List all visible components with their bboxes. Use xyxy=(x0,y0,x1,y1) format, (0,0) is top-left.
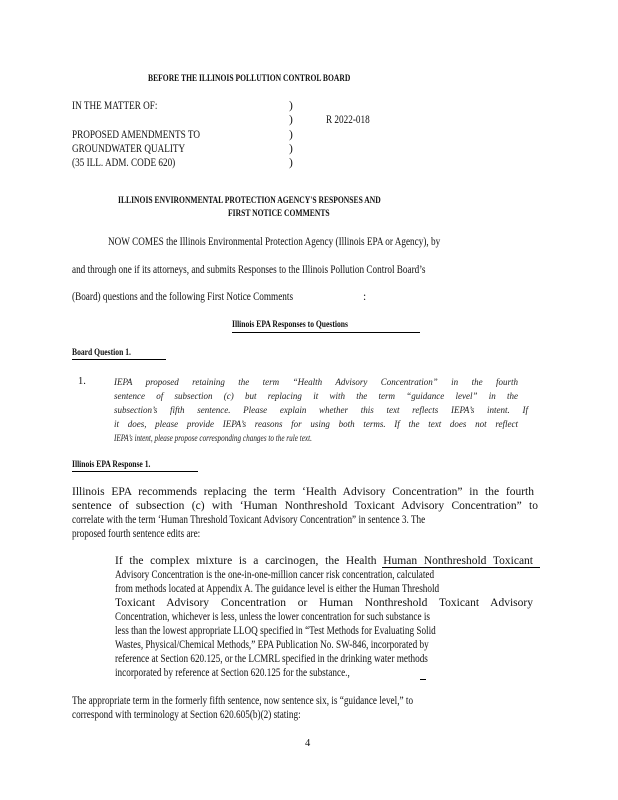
caption-line: GROUNDWATER QUALITY xyxy=(72,143,186,155)
quote-line: from methods located at Appendix A. The guidance level is either the Human Threshold xyxy=(115,583,440,595)
quote-line: Toxicant Advisory Concentration or Human Nonthreshold Toxicant Advisory xyxy=(115,597,533,609)
filing-title-line2: FIRST NOTICE COMMENTS xyxy=(228,209,330,219)
caption-paren: ) xyxy=(289,143,293,155)
response-line: sentence of subsection (c) with ‘Human Nonthreshold Toxicant Advisory Concentration” to xyxy=(72,500,538,512)
board-question-underline xyxy=(72,359,166,360)
response-heading-underline xyxy=(72,471,198,472)
filing-title-line1: ILLINOIS ENVIRONMENTAL PROTECTION AGENCY'S RESPONSES AND xyxy=(118,196,381,206)
question-number: 1. xyxy=(78,376,86,387)
caption-paren: ) xyxy=(289,129,293,141)
intro-line3: (Board) questions and the following First Notice Comments xyxy=(72,291,294,303)
quote-line: If the complex mixture is a carcinogen, the Health Human Nonthreshold Toxicant xyxy=(115,555,533,567)
intro-line1: NOW COMES the Illinois Environmental Protection Agency (Illinois EPA or Agency), by xyxy=(108,236,441,248)
response-line: correlate with the term ‘Human Threshold Toxicant Advisory Concentration” in sentence 3. The xyxy=(72,514,426,526)
response-heading: Illinois EPA Response 1. xyxy=(72,460,151,470)
quote-end-underline xyxy=(420,679,426,680)
quote-line: reference at Section 620.125, or the LCMRL specified in the drinking water methods xyxy=(115,653,428,665)
question-line: IEPA’s intent, please propose corresponding changes to the rule text. xyxy=(114,433,312,443)
caption-paren: ) xyxy=(289,100,293,112)
response-line: Illinois EPA recommends replacing the term ‘Health Advisory Concentration” in the fourth xyxy=(72,486,534,498)
response-line: proposed fourth sentence edits are: xyxy=(72,528,201,540)
intro-line2: and through one if its attorneys, and submits Responses to the Illinois Pollution Control Board’s xyxy=(72,264,426,276)
question-line: IEPA proposed retaining the term “Health Advisory Concentration” in the fourth xyxy=(114,377,518,387)
quote-line: Concentration, whichever is less, unless the lower concentration for such substance is xyxy=(115,611,431,623)
quote-line: incorporated by reference at Section 620.125 for the substance., xyxy=(115,667,350,679)
caption-paren: ) xyxy=(289,157,293,169)
caption-line: IN THE MATTER OF: xyxy=(72,100,158,112)
question-line: sentence of subsection (c) but replacing it with the term “guidance level” in the xyxy=(114,391,518,401)
section-heading: Illinois EPA Responses to Questions xyxy=(232,320,348,330)
intro-line3-end: : xyxy=(363,291,367,303)
caption-paren: ) xyxy=(289,114,293,126)
quote-line: Advisory Concentration is the one-in-one-million cancer risk concentration, calculated xyxy=(115,569,435,581)
caption-line: PROPOSED AMENDMENTS TO xyxy=(72,129,200,141)
caption-line: (35 ILL. ADM. CODE 620) xyxy=(72,157,176,169)
section-heading-underline xyxy=(232,332,420,333)
page-number: 4 xyxy=(305,738,311,749)
response-line: correspond with terminology at Section 620.605(b)(2) stating: xyxy=(72,709,301,721)
docket-number: R 2022-018 xyxy=(326,114,370,126)
question-line: subsection’s fifth sentence. Please explain whether this text reflects IEPA’s intent. If xyxy=(114,405,528,415)
quote-line: Wastes, Physical/Chemical Methods,” EPA Publication No. SW-846, incorporated by xyxy=(115,639,429,651)
board-header: BEFORE THE ILLINOIS POLLUTION CONTROL BOARD xyxy=(148,74,351,84)
board-question-heading: Board Question 1. xyxy=(72,348,131,358)
inserted-text-underline xyxy=(382,567,540,568)
question-line: it does, please provide IEPA’s reasons for using both terms. If the text does not reflect xyxy=(114,419,518,429)
quote-line: less than the lowest appropriate LLOQ specified in “Test Methods for Evaluating Solid xyxy=(115,625,436,637)
response-line: The appropriate term in the formerly fifth sentence, now sentence six, is “guidance level,” to xyxy=(72,695,414,707)
